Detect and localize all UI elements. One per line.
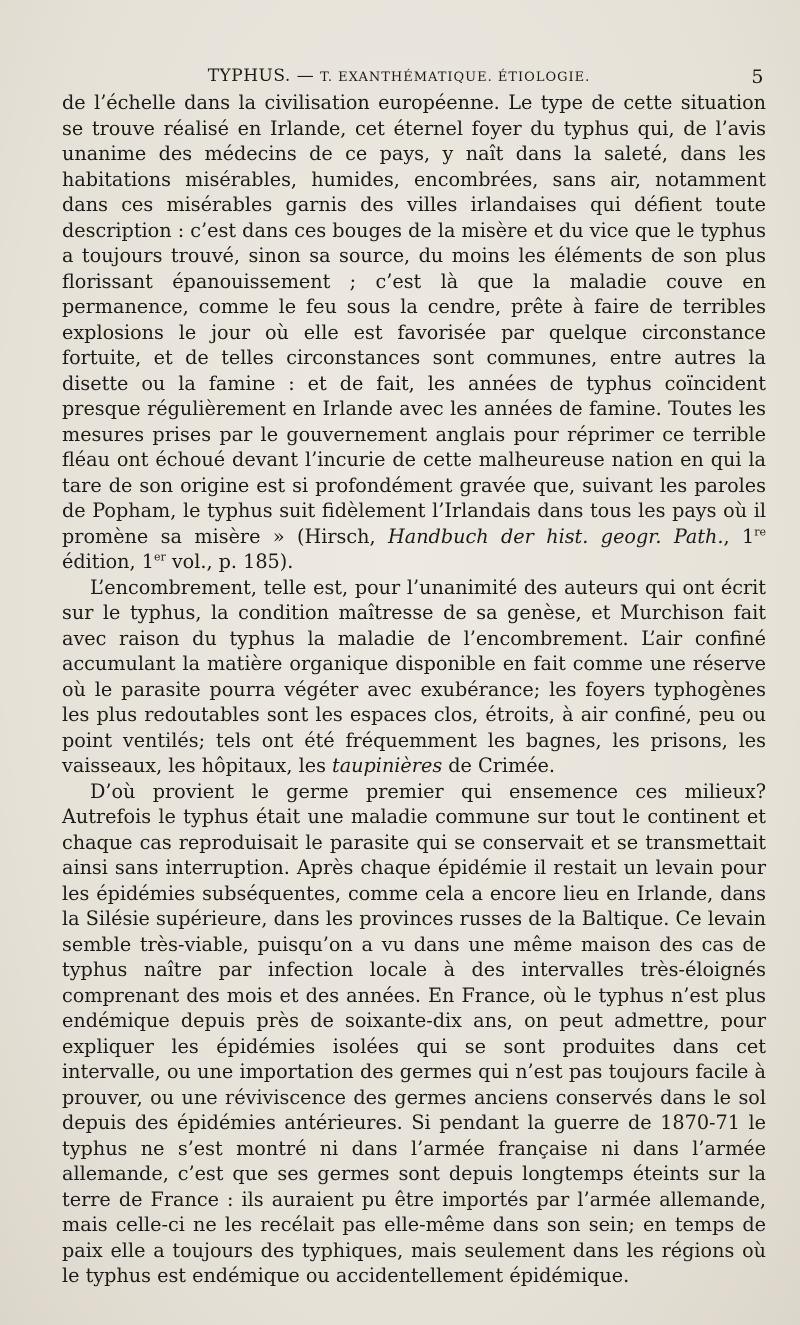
running-title-main: TYPHUS. [207, 66, 291, 86]
superscript-text: er [153, 550, 166, 564]
paragraph-2 [62, 575, 766, 779]
running-title-separator: — [296, 66, 315, 86]
text-run: de Crimée. [442, 754, 556, 777]
body-text [62, 90, 766, 1289]
italic-text: taupinières [332, 754, 443, 777]
page-number: 5 [751, 66, 764, 88]
paragraph-3 [62, 779, 766, 1289]
text-run: vol., p. 185). [165, 550, 294, 573]
superscript-text: re [754, 525, 767, 539]
text-run: , 1 [723, 524, 755, 548]
running-title [62, 66, 736, 86]
running-header [62, 58, 766, 90]
text-run: D’où provient le germe premier qui ensemence ces milieux? Autrefois le typhus était une maladie commune sur tout le continent et chaque cas reproduisait le parasite qui se conservait et se transmettait ainsi sans interruption. Après chaque épidémie il restait un levain pour les épidémies subséquentes, comme cela a encore lieu en Irlande, dans la Silésie supérieure, dans les provinces russes de la Baltique. Ce levain semble très-viable, puisqu’on a vu dans une même maison des cas de typhus naître par infection locale à des intervalles très-éloignés comprenant des mois et des années. En France, où le typhus n’est plus endémique depuis près de soixante-dix ans, on peut admettre, pour expliquer les épidémies isolées qui se sont produites dans cet intervalle, ou une importation des germes qui n’est pas toujours facile à prouver, ou une réviviscence des germes anciens conservés dans le sol depuis des épidémies antérieures. Si pendant la guerre de 1870-71 le typhus ne s’est montré ni dans l’armée française ni dans l’armée allemande, c’est que ses germes sont depuis longtemps éteints sur la terre de France : ils auraient pu être importés par l’armée allemande, mais celle-ci ne les recélait pas elle-même dans son sein; en temps de paix elle a toujours des typhiques, mais seulement dans les régions où le typhus est endémique ou accidentellement épidémique. [62, 779, 766, 1287]
running-title-subject: T. EXANTHÉMATIQUE. ÉTIOLOGIE. [320, 70, 591, 85]
text-run: de l’échelle dans la civilisation européenne. Le type de cette situation se trouve réalisé en Irlande, cet éternel foyer du typhus qui, de l’avis unanime des médecins de ce pays, y naît dans la saleté, dans les habitations misérables, humides, encombrées, sans air, notamment dans ces misérables garnis des villes irlandaises qui défient toute description : c’est dans ces bouges de la misère et du vice que le typhus a toujours trouvé, sinon sa source, du moins les éléments de son plus florissant épanouissement ; c’est là que la maladie couve en permanence, comme le feu sous la cendre, prête à faire de terribles explosions le jour où elle est favorisée par quelque circonstance fortuite, et de telles circonstances sont communes, entre autres la disette ou la famine : et de fait, les années de typhus coïncident presque régulièrement en Irlande avec les années de famine. Toutes les mesures prises par le gouvernement anglais pour réprimer ce terrible fléau ont échoué devant l’incurie de cette malheureuse nation en qui la tare de son origine est si profondément gravée que, suivant les paroles de Popham, le typhus suit fidèlement l’Irlandais dans tous les pays où il promène sa misère » (Hirsch, [62, 91, 766, 548]
paragraph-1 [62, 90, 766, 575]
italic-text: Handbuch der hist. geogr. Path. [388, 524, 724, 548]
text-run: L’encombrement, telle est, pour l’unanimité des auteurs qui ont écrit sur le typhus, la condition maîtresse de sa genèse, et Murchison fait avec raison du typhus la maladie de l’encombrement. L’air confiné accumulant la matière organique disponible en fait comme une réserve où le parasite pourra végéter avec exubérance; les foyers typhogènes les plus redoutables sont les espaces clos, étroits, à air confiné, peu ou point ventilés; tels ont été fréquemment les bagnes, les prisons, les vaisseaux, les hôpitaux, les [62, 575, 766, 777]
text-run: édition, 1 [62, 550, 154, 573]
